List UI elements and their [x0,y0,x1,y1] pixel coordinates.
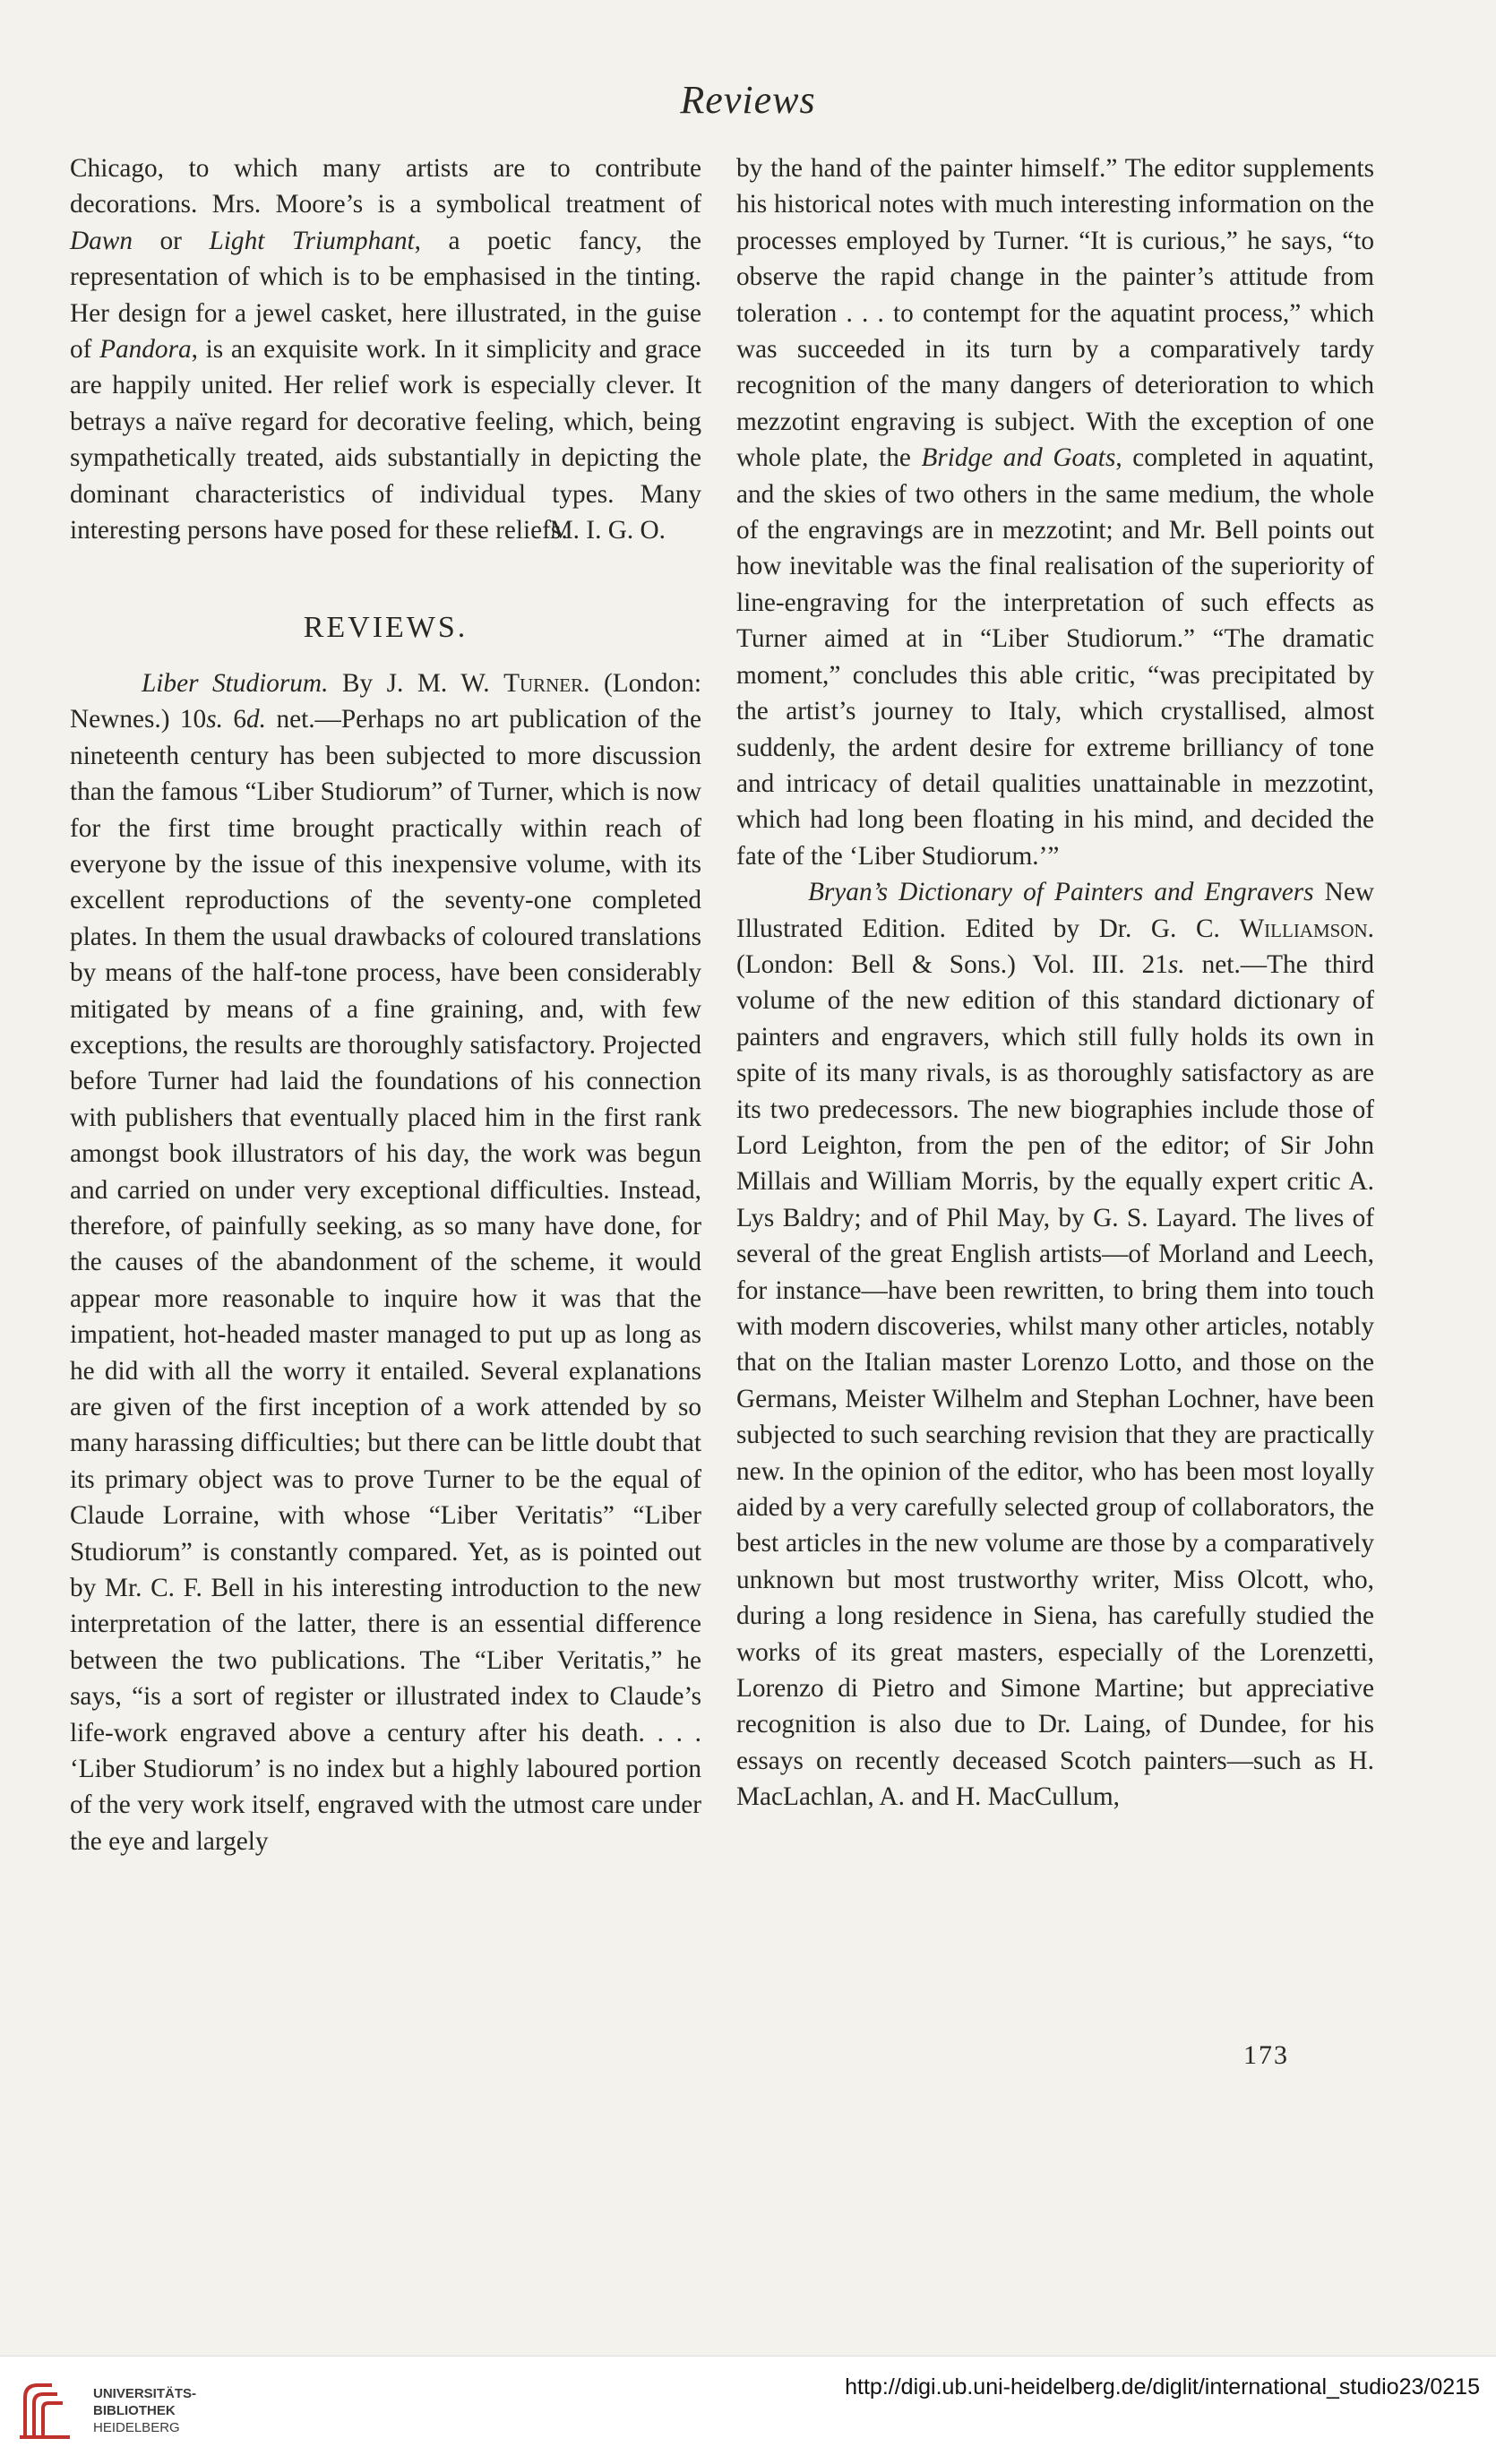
text-span: , is an exquisite work. In it simplicity and grace are happily united. Her relief work is especially clever. It betrays a naïve regard for decorative feeling, which, being sympathetically treated, aids substantially in depicting the dominant characteristics of individual types. Many interesting persons have posed for these reliefs. [70,335,702,545]
text-span: or [133,226,210,255]
review-liber-studiorum [70,665,701,1859]
book-author: Turner [503,668,584,698]
review-continuation [736,150,1374,874]
library-logo[interactable] [16,2373,195,2450]
left-column [70,150,701,1859]
book-title: Liber Studiorum. [142,668,329,698]
footer-bar [0,2356,1496,2464]
text-span: s. [206,705,223,734]
text-span: Chicago, to which many artists are to contribute decorations. Mrs. Moore’s is a symbolical treatment of [70,154,701,219]
page-number: 173 [1243,2040,1289,2070]
text-span: New Illustrated Edition. Edited by Dr. G. C. [736,878,1374,943]
library-logo-icon [16,2378,82,2443]
italic-title-pandora: Pandora [99,335,192,365]
right-column [736,150,1374,1816]
review-bryans-dictionary [736,874,1374,1816]
text-span: By J. M. W. [328,668,504,698]
section-heading: REVIEWS. [303,610,469,644]
paragraph-mrs-moore [70,150,701,548]
text-span: d. [246,705,266,734]
logo-line: BIBLIOTHEK [93,2403,176,2418]
text-span: , completed in aquatint, and the skies of two others in the same medium, the whole of the engravings are in mezzotint; and Mr. Bell points out how inevitable was the final realisation of the superiority of line-engraving for the interpretation of such effects as Turner aimed at in “Liber Studiorum.” “The dramatic moment,” concludes this able critic, “was precipitated by the artist’s journey to Italy, which crystallised, almost suddenly, the ardent desire for extreme brilliancy of tone and intricacy of detail qualities unattainable in mezzotint, which had long been floating in his mind, and decided the fate of the ‘Liber Studiorum.’” [736,443,1374,871]
text-span: s. [1167,949,1185,979]
logo-line: HEIDELBERG [93,2420,180,2435]
book-title: Bryan’s Dictionary of Painters and Engravers [808,878,1314,907]
text-span: 6 [222,705,247,734]
italic-title-bridge-and-goats: Bridge and Goats [921,443,1116,473]
library-logo-text [93,2385,196,2436]
publisher-info: . (London: Newnes.) 10 [70,668,702,734]
running-title: Reviews [680,78,816,122]
text-span: , a poetic fancy, the representation of which is to be emphasised in the tinting. Her design for a jewel casket, here illustrated, in the guise of [70,226,701,365]
author-signature: M. I. G. O. [549,516,666,545]
text-span: by the hand of the painter himself.” The editor supplements his historical notes with much interesting information on the processes employed by Turner. “It is curious,” he says, “to observe the rapid change in the painter’s attitude from toleration . . . to contempt for the aquatint process,” which was succeeded in its turn by a comparatively tardy recognition of the many dangers of deterioration to which mezzotint engraving is subject. With the exception of one whole plate, the [736,154,1374,473]
book-editor: Williamson [1239,914,1368,943]
source-url-link[interactable]: http://digi.ub.uni-heidelberg.de/diglit/international_studio23/0215 [845,2374,1480,2400]
review-body: net.—The third volume of the new edition of this standard dictionary of painters and engravers, which still fully holds its own in spite of its many rivals, is as thoroughly satisfactory as are its two predecessors. The new biographies include those of Lord Leighton, from the pen of the editor; of Sir John Millais and William Morris, by the equally expert critic A. Lys Baldry; and of Phil May, by G. S. Layard. The lives of several of the great English artists—of Morland and Leech, for instance—have been rewritten, to bring them into touch with modern discoveries, whilst many other articles, notably that on the Italian master Lorenzo Lotto, and those on the Germans, Meister Wilhelm and Stephan Lochner, have been subjected to such searching revision that they are practically new. In the opinion of the editor, who has been most loyally aided by a very carefully selected group of collaborators, the best articles in the new volume are those by a comparatively unknown but most trustworthy writer, Miss Olcott, who, during a long residence in Siena, has carefully studied the works of its great masters, especially of the Lorenzetti, Lorenzo di Pietro and Simone Martine; but appreciative recognition is also due to Dr. Laing, of Dundee, for his essays on recently deceased Scotch painters—such as H. MacLachlan, A. and H. MacCullum, [736,949,1374,1812]
review-body: net.—Perhaps no art publication of the nineteenth century has been subjected to more discussion than the famous “Liber Studiorum” of Turner, which is now for the first time brought practically within reach of everyone by the issue of this inexpensive volume, with its excellent reproductions of the seventy-one completed plates. In them the usual drawbacks of coloured translations by means of the half-tone process, have been considerably mitigated by means of a fine graining, and, with few exceptions, the results are thoroughly satisfactory. Projected before Turner had laid the foundations of his connection with publishers that eventually placed him in the first rank amongst book illustrators of his day, the work was begun and carried on under very exceptional difficulties. Instead, therefore, of painfully seeking, as so many have done, for the causes of the abandonment of the scheme, it would appear more reasonable to inquire how it was that the impatient, hot-headed master managed to put up as long as he did with all the worry it entailed. Several explanations are given of the first inception of a work attended by so many harassing difficulties; but there can be little doubt that its primary object was to prove Turner to be the equal of Claude Lorraine, with whose “Liber Veritatis” “Liber Studiorum” is constantly compared. Yet, as is pointed out by Mr. C. F. Bell in his interesting introduction to the new interpretation of the latter, there is an essential difference between the two publications. The “Liber Veritatis,” he says, “is a sort of register or illustrated index to Claude’s life-work engraved above a century after his death. . . . ‘Liber Studiorum’ is no index but a highly laboured portion of the very work itself, engraved with the utmost care under the eye and largely [70,705,701,1856]
italic-title-light-triumphant: Light Triumphant [209,226,415,255]
publisher-info: . (London: Bell & Sons.) Vol. III. 21 [736,914,1374,979]
logo-line: UNIVERSITÄTS- [93,2386,197,2401]
italic-title-dawn: Dawn [70,226,133,255]
